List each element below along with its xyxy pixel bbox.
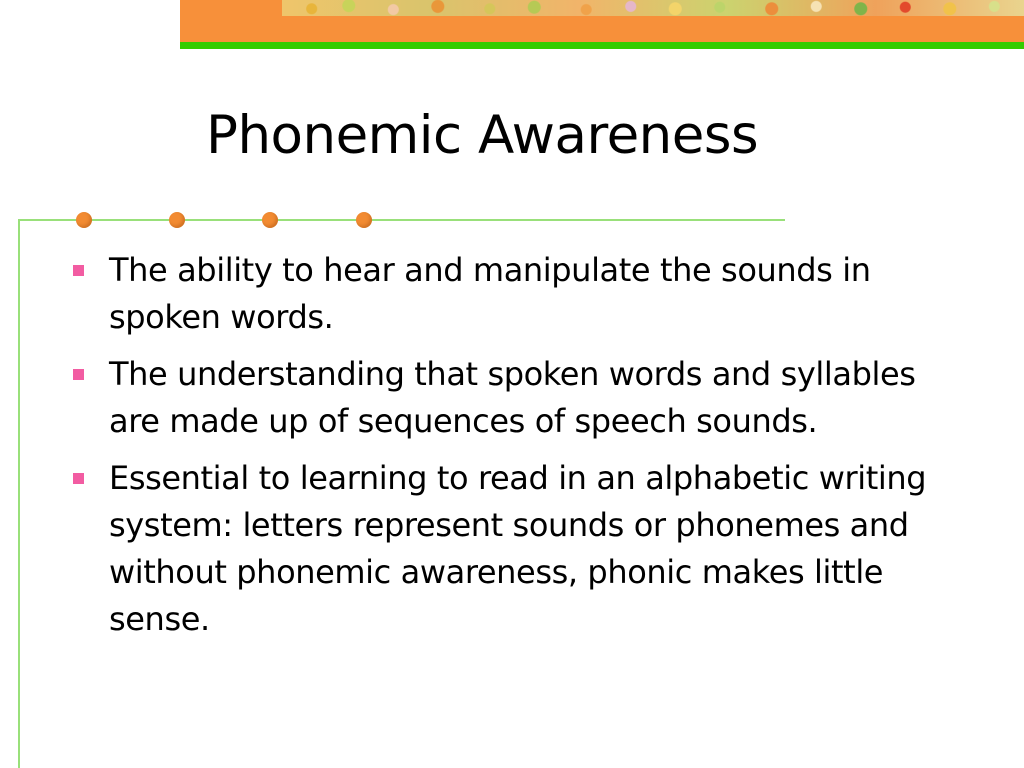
bullet-text: The ability to hear and manipulate the sounds in spoken words. — [109, 251, 871, 336]
header-green-stripe — [180, 42, 1024, 49]
bullet-text: Essential to learning to read in an alphabetic writing system: letters represent sounds or phonemes and without phonemic awareness, phonic makes little sense. — [109, 459, 927, 638]
bullet-item — [66, 247, 936, 341]
square-bullet-icon — [73, 369, 84, 380]
bullet-item — [66, 351, 936, 445]
divider-dot-icon — [169, 212, 185, 228]
bullet-list — [66, 247, 936, 653]
square-bullet-icon — [73, 265, 84, 276]
divider-dot-icon — [356, 212, 372, 228]
bullet-item — [66, 455, 936, 643]
slide-title: Phonemic Awareness — [206, 105, 759, 166]
divider-horizontal — [18, 219, 785, 221]
bullet-text: The understanding that spoken words and syllables are made up of sequences of speech sounds. — [109, 355, 916, 440]
divider-vertical — [18, 219, 20, 768]
square-bullet-icon — [73, 473, 84, 484]
divider-dot-icon — [76, 212, 92, 228]
divider-dot-icon — [262, 212, 278, 228]
header-photo-strip — [282, 0, 1024, 16]
